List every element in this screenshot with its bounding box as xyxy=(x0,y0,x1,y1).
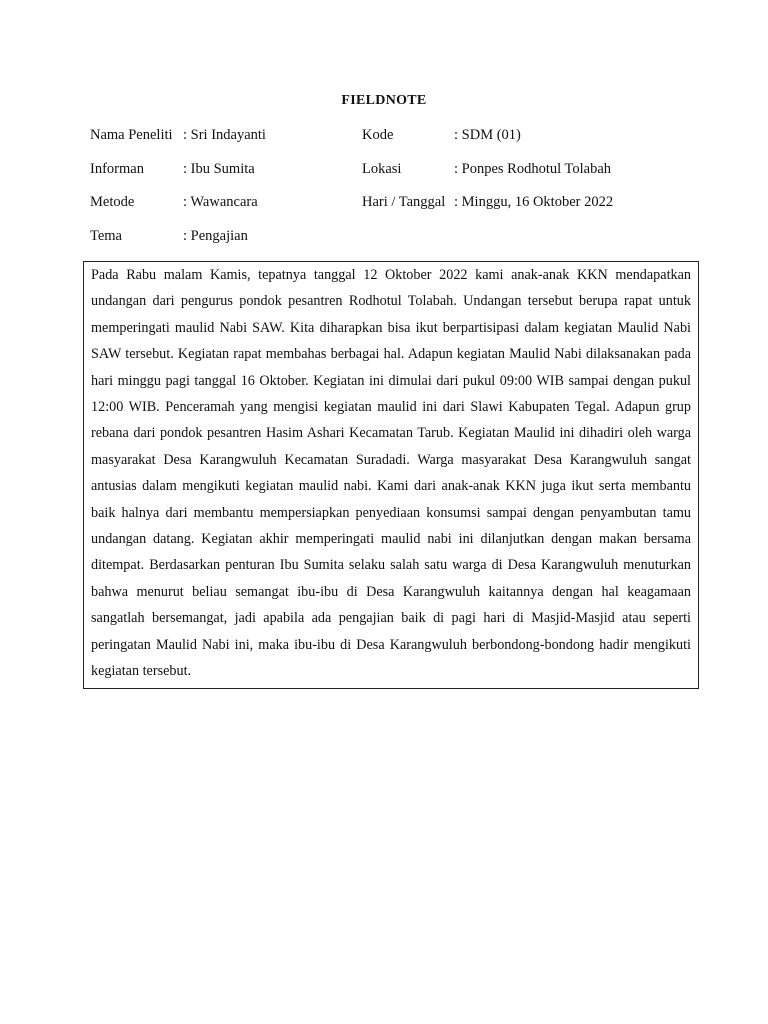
lokasi-value: : Ponpes Rodhotul Tolabah xyxy=(454,160,612,177)
metadata-row xyxy=(90,192,710,226)
nama-peneliti-label: Nama Peneliti xyxy=(90,127,173,143)
document-title: FIELDNOTE xyxy=(341,93,427,108)
nama-peneliti-value: : Sri Indayanti xyxy=(183,127,266,143)
metadata-row xyxy=(90,159,710,193)
kode-value: : SDM (01) xyxy=(454,127,521,143)
metode-label: Metode xyxy=(90,194,135,210)
narrative-box xyxy=(83,261,699,689)
metadata-row xyxy=(90,226,710,260)
hari-tanggal-label: Hari / Tanggal xyxy=(362,194,446,210)
informan-value: : Ibu Sumita xyxy=(183,160,255,177)
lokasi-label: Lokasi xyxy=(362,160,402,177)
kode-label: Kode xyxy=(362,127,394,143)
metadata-table xyxy=(90,125,710,259)
tema-label: Tema xyxy=(90,227,122,244)
metadata-row xyxy=(90,125,710,159)
informan-label: Informan xyxy=(90,160,144,177)
hari-tanggal-value: : Minggu, 16 Oktober 2022 xyxy=(454,194,614,210)
metode-value: : Wawancara xyxy=(183,194,258,210)
tema-value: : Pengajian xyxy=(183,227,248,244)
narrative-text: Pada Rabu malam Kamis, tepatnya tanggal 12 Oktober 2022 kami anak-anak KKN mendapatkan undangan dari pengurus pondok pesantren Rodhotul Tolabah. Undangan tersebut berupa rapat untuk memperingati maulid Nabi SAW. Kita diharapkan bisa ikut berpartisipasi dalam kegiatan Maulid Nabi SAW tersebut. Kegiatan rapat membahas berbagai hal. Adapun kegiatan Maulid Nabi dilaksanakan pada hari minggu pagi tanggal 16 Oktober. Kegiatan ini dimulai dari pukul 09:00 WIB sampai dengan pukul 12:00 WIB. Penceramah yang mengisi kegiatan maulid ini dari Slawi Kabupaten Tegal. Adapun grup rebana dari pondok pesantren Hasim Ashari Kecamatan Tarub. Kegiatan Maulid ini dihadiri oleh warga masyarakat Desa Karangwuluh Kecamatan Suradadi. Warga masyarakat Desa Karangwuluh sangat antusias dalam mengikuti kegiatan maulid nabi. Kami dari anak-anak KKN juga ikut serta membantu baik halnya dari membantu mempersiapkan penyediaan konsumsi sampai dengan penyambutan tamu undangan datang. Kegiatan akhir memperingati maulid nabi ini dilanjutkan dengan makan bersama ditempat. Berdasarkan penturan Ibu Sumita selaku salah satu warga di Desa Karangwuluh menuturkan bahwa menurut beliau semangat ibu-ibu di Desa Karangwuluh kaitannya dengan hal keagamaan sangatlah bersemangat, jadi apabila ada pengajian baik di pagi hari di Masjid-Masjid atau seperti peringatan Maulid Nabi ini, maka ibu-ibu di Desa Karangwuluh berbondong-bondong hadir mengikuti kegiatan tersebut. xyxy=(91,267,691,680)
